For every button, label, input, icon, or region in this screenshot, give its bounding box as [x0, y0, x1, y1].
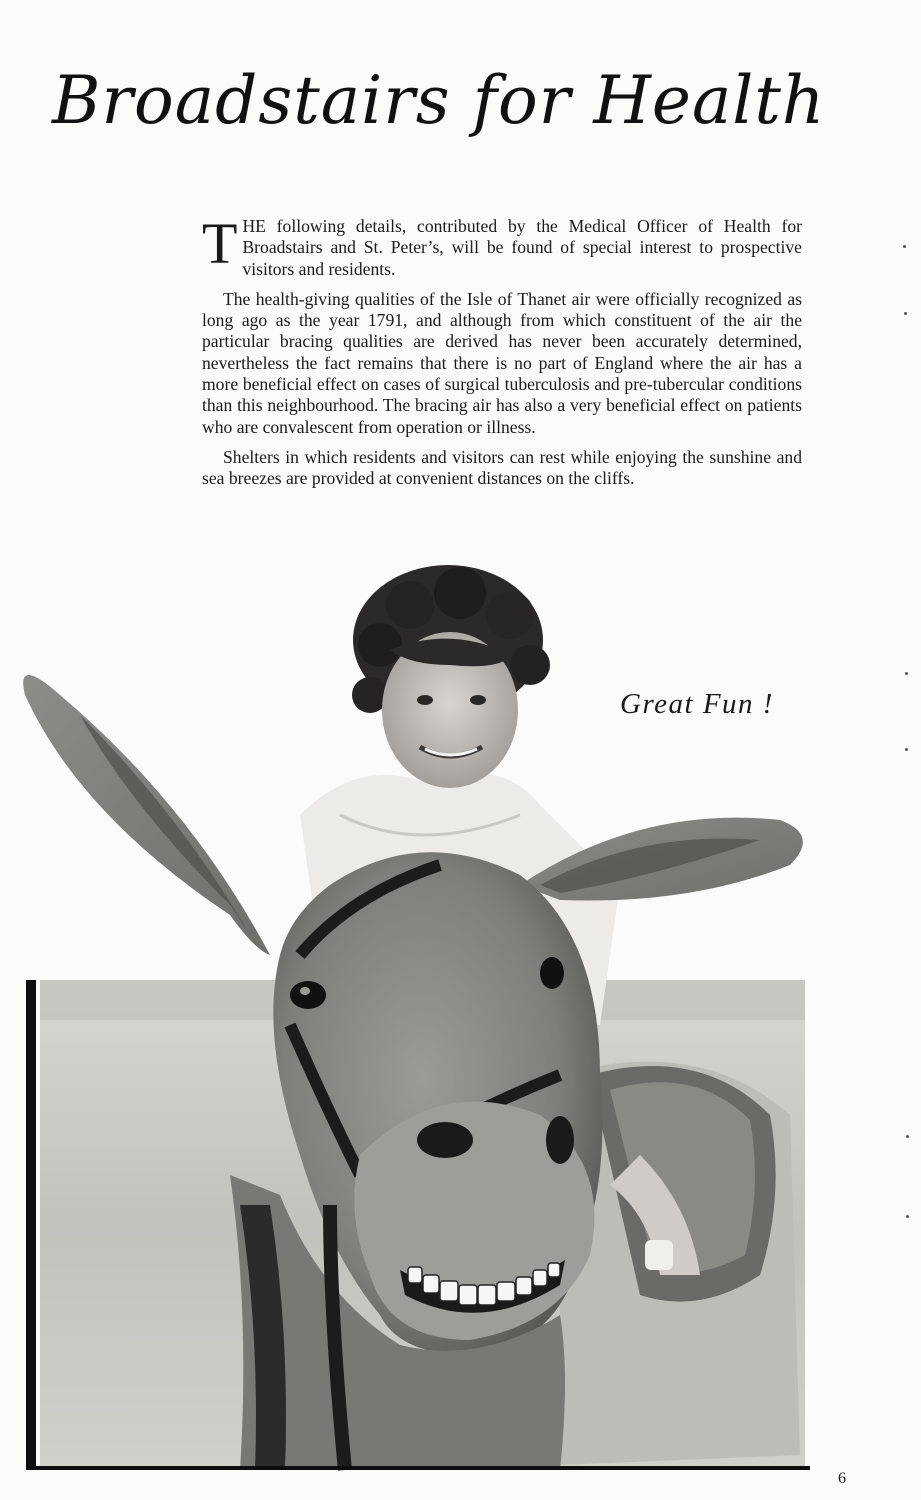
- paragraph-shelters: Shelters in which residents and visitors can rest while enjoying the sunshine and sea breezes are provided at convenient distances on the cliffs.: [202, 446, 802, 489]
- article-body: [202, 211, 802, 499]
- print-speck: [904, 312, 907, 315]
- page-number: 6: [838, 1470, 846, 1487]
- print-speck: [905, 748, 908, 751]
- print-speck: [906, 1135, 909, 1138]
- photo-caption: Great Fun !: [620, 688, 774, 720]
- print-speck: [905, 672, 908, 675]
- page-title: Broadstairs for Health: [52, 62, 826, 139]
- bottom-rule: [26, 1466, 810, 1470]
- child-on-donkey-photo: [0, 555, 921, 1475]
- photo-left-border: [26, 980, 36, 1470]
- paragraph-air-qualities: The health-giving qualities of the Isle of Thanet air were officially recognized as long ago as the year 1791, and although from which constituent of the air the particular bracing qualities are derived has never been accurately determined, nevertheless the fact remains that there is no part of England where the air has a more beneficial effect on cases of surgical tuberculosis and pre-tubercular conditions than this neighbourhood. The bracing air has also a very beneficial effect on patients who are convalescent from operation or illness.: [202, 288, 802, 437]
- print-speck: [906, 1215, 909, 1218]
- print-speck: [903, 245, 906, 248]
- intro-paragraph: [202, 211, 802, 280]
- intro-text: HE following details, contributed by the Medical Officer of Health for Broadstairs and St. Peter’s, will be found of special interest to prospective visitors and residents.: [242, 216, 802, 279]
- drop-cap: T: [202, 211, 238, 276]
